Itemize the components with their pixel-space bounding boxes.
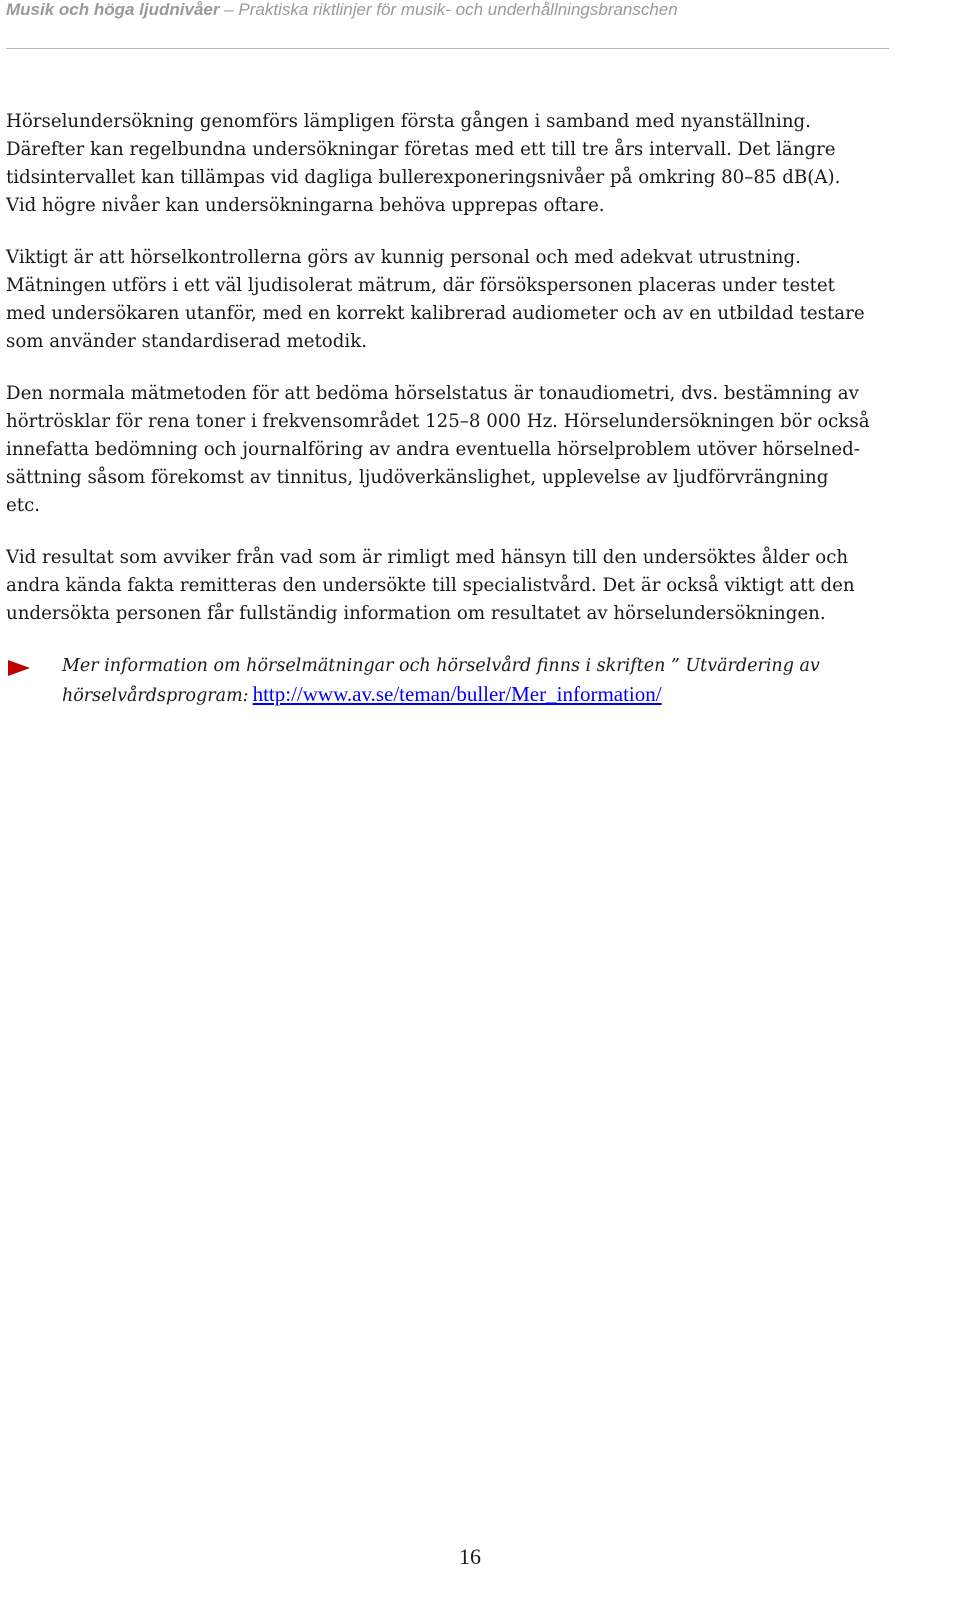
body-text: [6, 108, 934, 710]
paragraph-measurement-method: [6, 380, 934, 520]
paragraph-testing-conditions: [6, 244, 934, 356]
info-note: [6, 652, 934, 710]
text-line: hörtrösklar för rena toner i frekvensområdet 125–8 000 Hz. Hörselundersökningen bör också: [6, 411, 870, 432]
text-line: Vid högre nivåer kan undersökningarna behöva upprepas oftare.: [6, 195, 605, 216]
paragraph-screening-intervals: [6, 108, 934, 220]
text-line: Den normala mätmetoden för att bedöma hörselstatus är tonaudiometri, dvs. bestämning av: [6, 383, 859, 404]
text-line: som använder standardiserad metodik.: [6, 331, 368, 352]
header-separator: –: [219, 0, 239, 19]
right-arrow-icon: [8, 660, 30, 676]
header-divider: [6, 48, 889, 49]
text-line: Mätningen utförs i ett väl ljudisolerat mätrum, där försökspersonen placeras under testet: [6, 275, 835, 296]
text-line: sättning såsom förekomst av tinnitus, ljudöverkänslighet, upplevelse av ljudförvrängning: [6, 467, 829, 488]
info-note-prefix: hörselvårdsprogram:: [62, 686, 249, 706]
text-line: innefatta bedömning och journalföring av andra eventuella hörselproblem utöver hörselned-: [6, 439, 860, 460]
text-line: Vid resultat som avviker från vad som är rimligt med hänsyn till den undersöktes ålder och: [6, 547, 849, 568]
more-information-link[interactable]: http://www.av.se/teman/buller/Mer_information/: [252, 682, 662, 706]
paragraph-referral: [6, 544, 934, 628]
text-line: Hörselundersökning genomförs lämpligen första gången i samband med nyanställning.: [6, 111, 811, 132]
text-line: Viktigt är att hörselkontrollerna görs av kunnig personal och med adekvat utrustning.: [6, 247, 801, 268]
text-line: etc.: [6, 495, 41, 516]
document-subtitle: Praktiska riktlinjer för musik- och underhållningsbranschen: [238, 0, 678, 19]
text-line: Därefter kan regelbundna undersökningar företas med ett till tre års intervall. Det längre: [6, 139, 836, 160]
text-line: andra kända fakta remitteras den undersökte till specialistvård. Det är också viktigt att den: [6, 575, 855, 596]
text-line: tidsintervallet kan tillämpas vid dagliga bullerexponeringsnivåer på omkring 80–85 dB(A).: [6, 167, 841, 188]
page-number: 16: [459, 1544, 481, 1569]
running-header: [6, 0, 906, 20]
info-note-line: Mer information om hörselmätningar och hörselvård finns i skriften ” Utvärdering av: [62, 656, 820, 676]
text-line: med undersökaren utanför, med en korrekt kalibrerad audiometer och av en utbildad testare: [6, 303, 865, 324]
info-note-line: [62, 680, 934, 710]
document-title: Musik och höga ljudnivåer: [6, 0, 220, 19]
text-line: undersökta personen får fullständig information om resultatet av hörselundersökningen.: [6, 603, 826, 624]
